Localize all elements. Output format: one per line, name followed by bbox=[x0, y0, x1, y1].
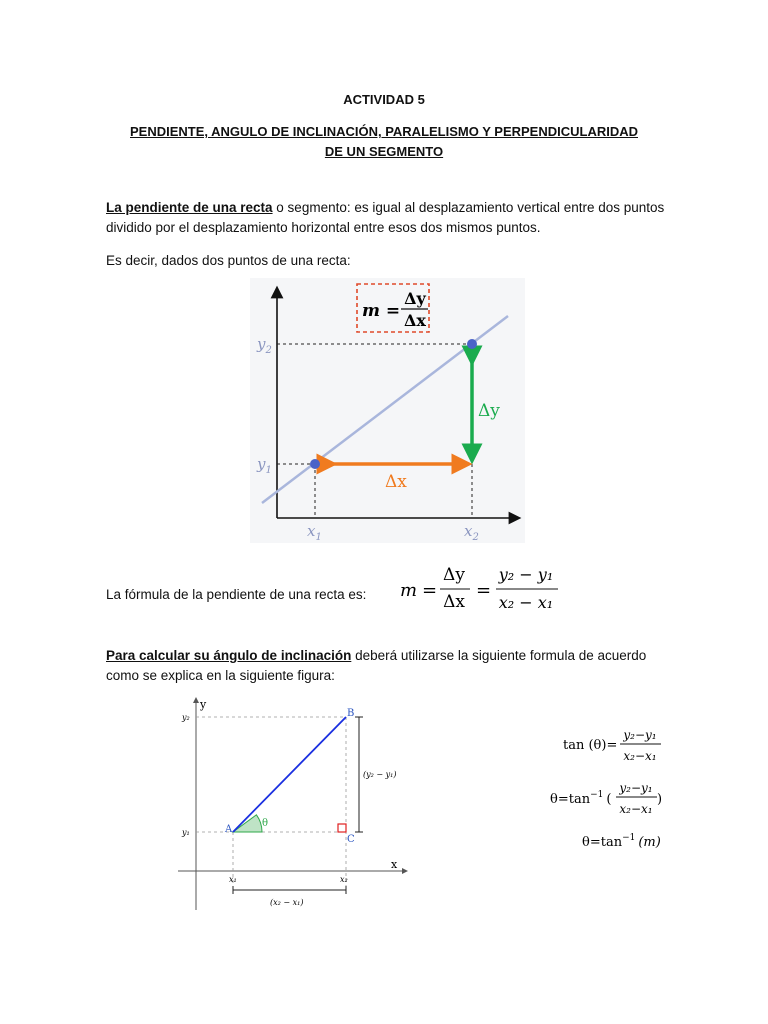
y1-label-2: y₁ bbox=[182, 828, 190, 837]
horizontal-difference-label: (x₂ − x₁) bbox=[270, 898, 304, 907]
theta-m-formula: $\theta=\tan^{-1}$ (m) bbox=[582, 833, 661, 850]
point-c-label: C bbox=[347, 834, 355, 845]
y1-label: $y_1$ bbox=[257, 455, 272, 476]
slope-figure bbox=[250, 278, 525, 543]
slope-term: La pendiente de una recta bbox=[106, 200, 273, 215]
slope-dx: Δx bbox=[443, 592, 465, 612]
document-subtitle: PENDIENTE, ANGULO DE INCLINACIÓN, PARALELISMO Y PERPENDICULARIDAD DE UN SEGMENTO bbox=[130, 124, 638, 159]
slope-formula bbox=[398, 560, 568, 616]
point-a-label: A bbox=[225, 824, 233, 835]
tan-formula-left: tan (θ)= bbox=[563, 738, 618, 753]
slope-eq-2: = bbox=[476, 580, 492, 601]
vertical-difference-label: (y₂ − y₁) bbox=[363, 770, 397, 779]
formula-m: m = bbox=[362, 301, 401, 321]
slope-definition bbox=[106, 198, 666, 238]
tan-formula-num: y₂−y₁ bbox=[623, 728, 657, 742]
x1-label: $x_1$ bbox=[307, 522, 322, 543]
angle-paragraph bbox=[106, 646, 666, 686]
y2-label-2: y₂ bbox=[182, 713, 190, 722]
slope-definition-text: o segmento: es igual al desplazamiento vertical entre dos puntos dividido por el desplazamiento horizontal entre esos dos mismos puntos. bbox=[106, 200, 665, 235]
slope-formula-label: La fórmula de la pendiente de una recta es: bbox=[106, 587, 367, 602]
slope-dy: Δy bbox=[443, 565, 465, 585]
angle-paragraph-text: deberá utilizarse la siguiente formula de acuerdo como se explica en la siguiente figura: bbox=[106, 648, 647, 683]
slope-num: y₂ − y₁ bbox=[498, 565, 554, 584]
slope-eq-1: = bbox=[422, 580, 438, 601]
y2-label: $y_2$ bbox=[257, 335, 272, 356]
theta-formula-left: $\theta=\tan^{-1}$ ( bbox=[550, 790, 612, 807]
theta-formula-close: ) bbox=[657, 792, 663, 807]
delta-x-label: Δx bbox=[385, 472, 407, 492]
angle-term: Para calcular su ángulo de inclinación bbox=[106, 648, 352, 663]
angle-figure bbox=[170, 696, 410, 914]
given-points-text: Es decir, dados dos puntos de una recta: bbox=[106, 253, 351, 268]
segment-ab bbox=[233, 717, 346, 832]
slope-m: m bbox=[400, 580, 418, 601]
x2-label-2: x₂ bbox=[340, 875, 348, 884]
delta-y-label: Δy bbox=[478, 401, 500, 421]
point-1 bbox=[310, 459, 320, 469]
point-2 bbox=[467, 339, 477, 349]
x-axis-label: x bbox=[391, 858, 398, 871]
formula-num: Δy bbox=[404, 289, 426, 308]
formula-den: Δx bbox=[404, 311, 426, 330]
tan-formula-den: x₂−x₁ bbox=[623, 749, 657, 763]
theta-formula-den: x₂−x₁ bbox=[619, 802, 653, 816]
x1-label-2: x₁ bbox=[229, 875, 237, 884]
point-b-label: B bbox=[347, 708, 355, 719]
x2-label: $x_2$ bbox=[464, 522, 479, 543]
theta-formula-num: y₂−y₁ bbox=[619, 781, 653, 795]
slope-den: x₂ − x₁ bbox=[498, 593, 554, 612]
right-angle-mark bbox=[338, 824, 346, 832]
document-title: ACTIVIDAD 5 bbox=[343, 92, 425, 107]
angle-formulas bbox=[540, 722, 675, 858]
theta-label: θ bbox=[262, 818, 269, 829]
y-axis-label: y bbox=[200, 698, 207, 711]
